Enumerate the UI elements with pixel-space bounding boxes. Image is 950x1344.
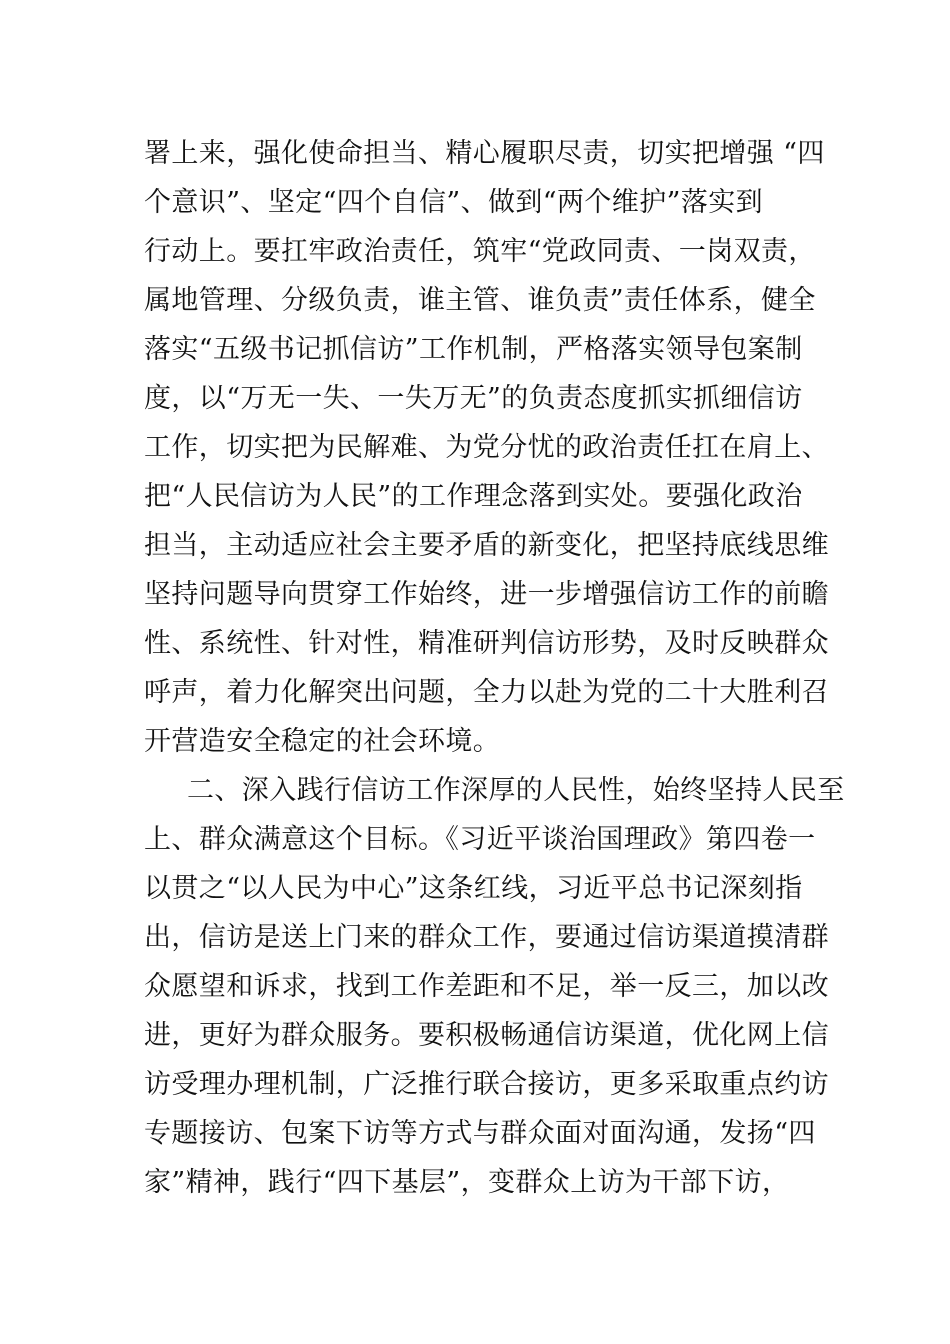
text-line: 专题接访、包案下访等方式与群众面对面沟通，发扬“四: [144, 1118, 816, 1149]
text-line: 开营造安全稳定的社会环境。: [144, 726, 501, 757]
text-line: 进，更好为群众服务。要积极畅通信访渠道，优化网上信: [144, 1020, 829, 1051]
text-line: 以贯之“以人民为中心”这条红线，习近平总书记深刻指: [144, 873, 803, 904]
section-heading-line: 二、深入践行信访工作深厚的人民性，始终坚持人民至: [187, 775, 845, 806]
text-line: 个意识”、坚定“四个自信”、做到“两个维护”落实到: [144, 187, 764, 218]
text-line: 呼声，着力化解突出问题，全力以赴为党的二十大胜利召: [144, 677, 829, 708]
text-line: 家”精神，践行“四下基层”，变群众上访为干部下访，: [144, 1167, 790, 1198]
text-line: 性、系统性、针对性，精准研判信访形势，及时反映群众: [144, 628, 829, 659]
text-line: 出，信访是送上门来的群众工作，要通过信访渠道摸清群: [144, 922, 829, 953]
text-line: 度，以“万无一失、一失万无”的负责态度抓实抓细信访: [144, 383, 803, 414]
text-line: 落实“五级书记抓信访”工作机制，严格落实领导包案制: [144, 334, 803, 365]
text-line: 上、群众满意这个目标。《习近平谈治国理政》第四卷一: [144, 824, 816, 855]
text-line: 担当，主动适应社会主要矛盾的新变化，把坚持底线思维: [144, 530, 829, 561]
text-line: 把“人民信访为人民”的工作理念落到实处。要强化政治: [144, 481, 803, 512]
text-line: 署上来，强化使命担当、精心履职尽责，切实把增强 “四: [144, 138, 825, 169]
text-line: 工作，切实把为民解难、为党分忧的政治责任扛在肩上、: [144, 432, 829, 463]
text-line: 访受理办理机制，广泛推行联合接访，更多采取重点约访: [144, 1069, 829, 1100]
text-line: 众愿望和诉求，找到工作差距和不足，举一反三，加以改: [144, 971, 829, 1002]
text-line: 行动上。要扛牢政治责任，筑牢“党政同责、一岗双责，: [144, 236, 816, 267]
text-line: 坚持问题导向贯穿工作始终，进一步增强信访工作的前瞻: [144, 579, 829, 610]
text-line: 属地管理、分级负责，谁主管、谁负责”责任体系，健全: [144, 285, 816, 316]
